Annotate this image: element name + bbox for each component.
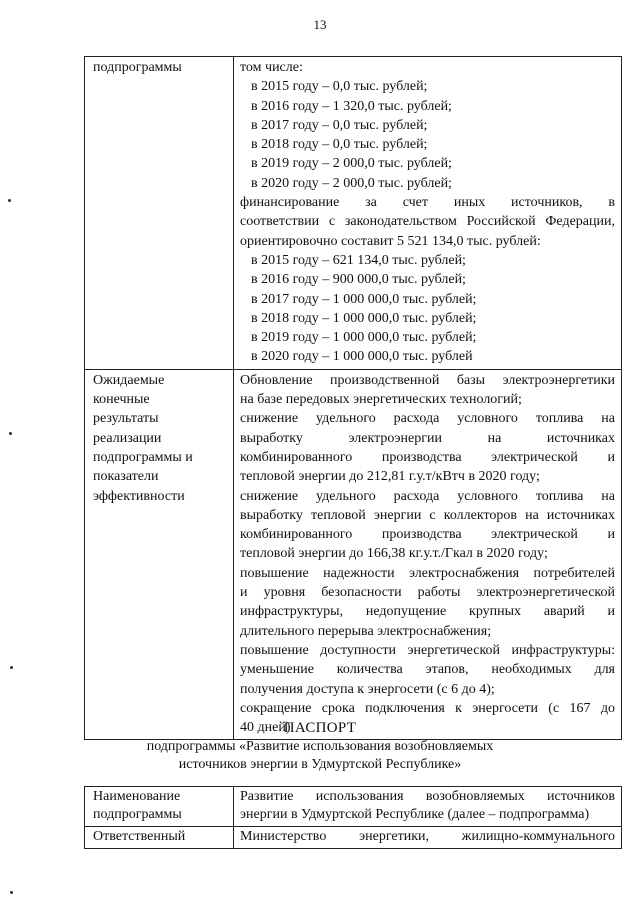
label-line: показатели (93, 469, 159, 485)
row-label (85, 57, 234, 370)
text-line: комбинированного производства электрической и (240, 449, 615, 465)
row-value (234, 787, 622, 827)
passport-subtitle-line: источников энергии в Удмуртской Республике» (178, 757, 462, 772)
text-line: Обновление производственной базы электроэнергетики (240, 372, 615, 388)
passport-subtitle-line: подпрограммы «Развитие использования возобновляемых (146, 739, 494, 754)
year-line: в 2018 году – 0,0 тыс. рублей; (251, 137, 428, 153)
label-line: конечные (93, 392, 150, 408)
label-line: подпрограммы (93, 807, 182, 822)
margin-mark (10, 891, 13, 894)
passport-heading (0, 719, 640, 774)
text-line: инфраструктуры, недопущение крупных аварий и (240, 604, 615, 620)
text-line: и уровня безопасности работы электроэнергетической (240, 585, 615, 601)
text-line: на базе передовых энергетических технологий; (240, 392, 522, 408)
row-label (85, 827, 234, 849)
text-line: соответствии с законодательством Российской Федерации, (240, 214, 615, 230)
label-line: Ответственный (93, 829, 186, 844)
label-line: результаты (93, 411, 159, 427)
table-row (85, 57, 622, 370)
text-line: том числе: (240, 60, 303, 75)
text-line: выработку электроэнергии на источниках (240, 430, 615, 446)
table-row (85, 827, 622, 849)
year-line: в 2019 году – 2 000,0 тыс. рублей; (251, 156, 452, 172)
year-line: в 2016 году – 1 320,0 тыс. рублей; (251, 98, 452, 114)
text-line: сокращение срока подключения к энергосети (с 167 до (240, 700, 615, 716)
label-line: эффективности (93, 488, 185, 504)
label-line: Наименование (93, 789, 181, 804)
text-line: ориентировочно составит 5 521 134,0 тыс. рублей: (240, 233, 541, 249)
label-line: подпрограммы и (93, 449, 193, 465)
label-line: реализации (93, 430, 162, 446)
text-line: 40 дней) (240, 720, 291, 736)
text-line: тепловой энергии до 166,38 кг.у.т./Гкал в 2020 году; (240, 546, 548, 562)
row-value (234, 57, 622, 370)
year-line: в 2019 году – 1 000 000,0 тыс. рублей; (251, 330, 477, 346)
text-line: получения доступа к энергосети (с 6 до 4); (240, 681, 495, 697)
row-value (234, 369, 622, 740)
year-line: в 2017 году – 1 000 000,0 тыс. рублей; (251, 291, 477, 307)
funding-results-table (84, 56, 622, 740)
year-line: в 2017 году – 0,0 тыс. рублей; (251, 117, 428, 133)
page-number: 13 (313, 17, 327, 32)
passport-table (84, 786, 622, 849)
text-line: повышение надежности электроснабжения потребителей (240, 565, 615, 581)
margin-mark (10, 666, 13, 669)
text-line: энергии в Удмуртской Республике (далее – подпрограмма) (240, 807, 590, 822)
row-label (85, 787, 234, 827)
label-line: Ожидаемые (93, 372, 165, 388)
year-line: в 2020 году – 2 000,0 тыс. рублей; (251, 175, 452, 191)
text-line: комбинированного производства электрической и (240, 527, 615, 543)
text-line: финансирование за счет иных источников, в (240, 195, 615, 211)
text-line: снижение удельного расхода условного топлива на (240, 488, 615, 504)
margin-mark (9, 432, 12, 435)
text-line: Развитие использования возобновляемых источников (240, 789, 615, 804)
year-line: в 2020 году – 1 000 000,0 тыс. рублей (251, 349, 473, 365)
text-line: уменьшение количества этапов, необходимых для (240, 662, 615, 678)
table-row (85, 787, 622, 827)
year-line: в 2015 году – 0,0 тыс. рублей; (251, 79, 428, 95)
table-row (85, 369, 622, 740)
year-line: в 2016 году – 900 000,0 тыс. рублей; (251, 272, 466, 288)
text-line: тепловой энергии до 212,81 г.у.т/кВтч в 2020 году; (240, 469, 540, 485)
row-value (234, 827, 622, 849)
row-label (85, 369, 234, 740)
margin-mark (8, 199, 11, 202)
text-line: длительного перерыва электроснабжения; (240, 623, 492, 639)
text-line: Министерство энергетики, жилищно-коммунального (240, 829, 615, 844)
text-line: снижение удельного расхода условного топлива на (240, 411, 615, 427)
text-line: выработку тепловой энергии с коллекторов на источниках (240, 507, 615, 523)
label-line: подпрограммы (93, 60, 182, 75)
passport-title: ПАСПОРТ (283, 720, 357, 736)
year-line: в 2015 году – 621 134,0 тыс. рублей; (251, 252, 466, 268)
text-line: повышение доступности энергетической инфраструктуры: (240, 642, 615, 658)
year-line: в 2018 году – 1 000 000,0 тыс. рублей; (251, 310, 477, 326)
